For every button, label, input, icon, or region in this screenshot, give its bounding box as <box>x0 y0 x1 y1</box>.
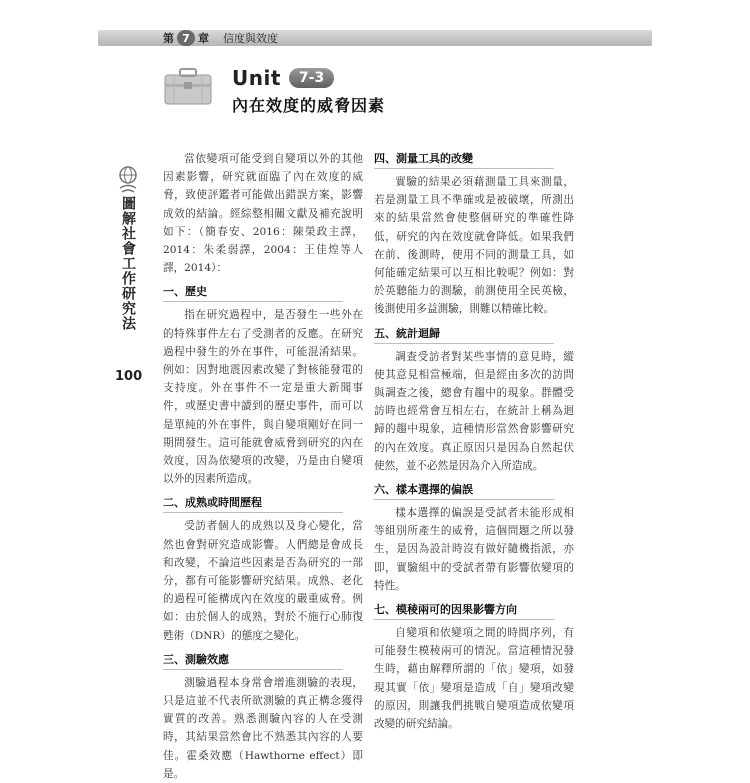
section-heading-testing: 三、測驗效應 <box>163 651 343 670</box>
unit-title: 內在效度的威脅因素 <box>232 96 386 115</box>
section-body-causal-direction: 自變項和依變項之間的時間序列，有可能發生模稜兩可的情況。當這種情況發生時，藉由解釋所謂的「依」變項，如發現其實「依」變項是造成「自」變項改變的原因，則讓我們挑戰自變項造成依變項改變的研究結論。 <box>374 627 574 731</box>
section-heading-causal-direction: 七、模稜兩可的因果影響方向 <box>374 601 554 620</box>
intro-paragraph: 當依變項可能受到自變項以外的其他因素影響，研究就面臨了內在效度的威脅，致使評鑑者可能做出錯誤方案，影響成效的結論。經綜整相關文獻及補充說明如下：（簡春安、2016：陳榮政主譯，2014：朱柔弱譯，2004：王佳煌等人譯，2014）： <box>163 153 363 275</box>
chapter-suffix: 章 <box>198 32 209 45</box>
unit-number-badge: 7-3 <box>289 68 334 88</box>
book-title-vertical: 圖解社會工作研究法 <box>120 196 136 331</box>
section-body-regression: 調查受訪者對某些事情的意見時，縱使其意見相當極端，但是經由多次的訪問與調查之後，總會有趨中的現象。群體受訪時也經常會互相左右，在統計上稱為迴歸的趨中現象，這種情形當然會影響研究的內在效度。真正原因只是因為自然起伏使然，並不必然是因為介入所造成。 <box>374 350 574 472</box>
globe-logo-icon <box>117 164 139 194</box>
left-column <box>163 150 363 783</box>
chapter-label <box>163 29 278 47</box>
section-body-history: 指在研究過程中，是否發生一些外在的特殊事件左右了受測者的反應。在研究過程中發生的外在事件，可能混淆結果。例如：因對地震因素改變了對核能發電的支持度。外在事件不一定是重大新聞事件，或歷史書中讀到的歷史事件，而可以是單純的外在事件，與自變項剛好在同一期間發生。這可能就會威脅到研究的內在效度，因為依變項的改變，乃是由自變項以外的因素所造成。 <box>163 309 363 486</box>
section-body-selection-bias: 樣本選擇的偏誤是受試者未能形成相等組別所產生的威脅，這個問題之所以發生，是因為設計時沒有做好隨機指派，亦即，實驗組中的受試者帶有影響依變項的特性。 <box>374 507 574 592</box>
chapter-prefix: 第 <box>163 32 174 45</box>
section-heading-maturation: 二、成熟或時間歷程 <box>163 494 343 513</box>
section-heading-regression: 五、統計迴歸 <box>374 325 554 344</box>
section-heading-history: 一、歷史 <box>163 283 343 302</box>
section-body-instrumentation: 實驗的結果必須藉測量工具來測量，若是測量工具不準確或是被破壞，所測出來的結果當然會使整個研究的準確性降低，研究的內在效度就會降低。如果我們在前、後測時，使用不同的測量工具，如何能確定結果可以互相比較呢？例如：對於英聽能力的測驗，前測使用全民英檢，後測使用多益測驗，則難以精確比較。 <box>374 176 574 316</box>
unit-heading <box>232 66 334 90</box>
section-body-maturation: 受訪者個人的成熟以及身心變化，當然也會對研究造成影響。人們總是會成長和改變，不論這些因素是否為研究的一部分，都有可能影響研究結果。成熟、老化的過程可能構成內在效度的嚴重威脅。例如：由於個人的成熟，對於不施行心肺復甦術（DNR）的態度之變化。 <box>163 520 363 642</box>
section-body-testing: 測驗過程本身常會增進測驗的表現，只是這並不代表所欲測驗的真正構念獲得實質的改善。熟悉測驗內容的人在受測時，其結果當然會比不熟悉其內容的人要佳。霍桑效應（Hawthorne effect）即是。 <box>163 676 363 780</box>
chapter-title: 信度與效度 <box>223 32 278 45</box>
chapter-number-badge: 7 <box>177 30 195 46</box>
right-column <box>374 150 574 733</box>
briefcase-icon <box>162 66 214 106</box>
section-heading-instrumentation: 四、測量工具的改變 <box>374 150 554 169</box>
unit-label: Unit <box>232 66 281 90</box>
section-heading-selection-bias: 六、樣本選擇的偏誤 <box>374 481 554 500</box>
page-number: 100 <box>115 369 143 384</box>
